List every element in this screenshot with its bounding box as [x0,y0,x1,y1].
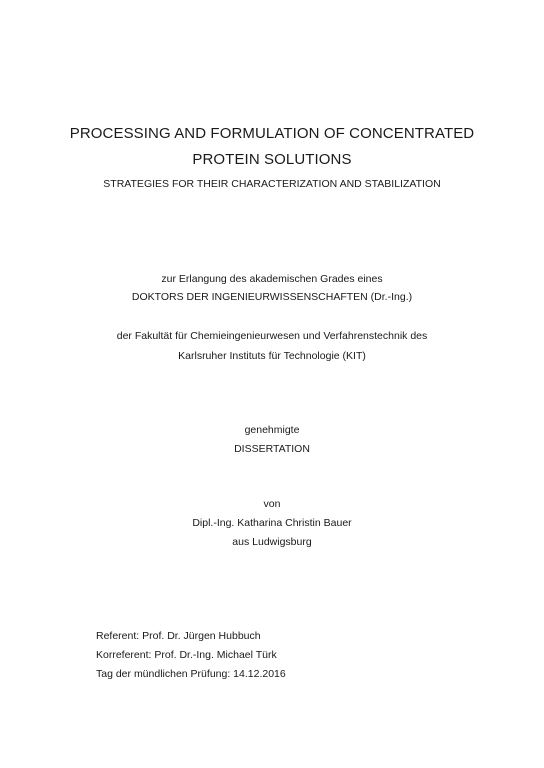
degree-name: DOKTORS DER INGENIEURWISSENSCHAFTEN (Dr.-Ing.) [131,291,413,303]
author-origin: aus Ludwigsburg [232,536,312,548]
faculty-line: der Fakultät für Chemieingenieurwesen und Verfahrenstechnik des [116,330,428,342]
degree-purpose: zur Erlangung des akademischen Grades eines [161,273,383,285]
korreferent: Korreferent: Prof. Dr.-Ing. Michael Türk [96,649,277,661]
referent: Referent: Prof. Dr. Jürgen Hubbuch [96,630,261,642]
approval-text: genehmigte [244,424,300,436]
author-name: Dipl.-Ing. Katharina Christin Bauer [192,517,352,529]
institution-line: Karlsruher Instituts für Technologie (KIT) [178,350,366,362]
exam-date: Tag der mündlichen Prüfung: 14.12.2016 [96,668,286,680]
thesis-title-line-1: PROCESSING AND FORMULATION OF CONCENTRATED [69,125,475,142]
document-type: DISSERTATION [234,443,310,455]
thesis-subtitle: STRATEGIES FOR THEIR CHARACTERIZATION AND STABILIZATION [103,178,441,190]
thesis-title-line-2: PROTEIN SOLUTIONS [192,151,352,168]
author-von: von [263,498,281,510]
